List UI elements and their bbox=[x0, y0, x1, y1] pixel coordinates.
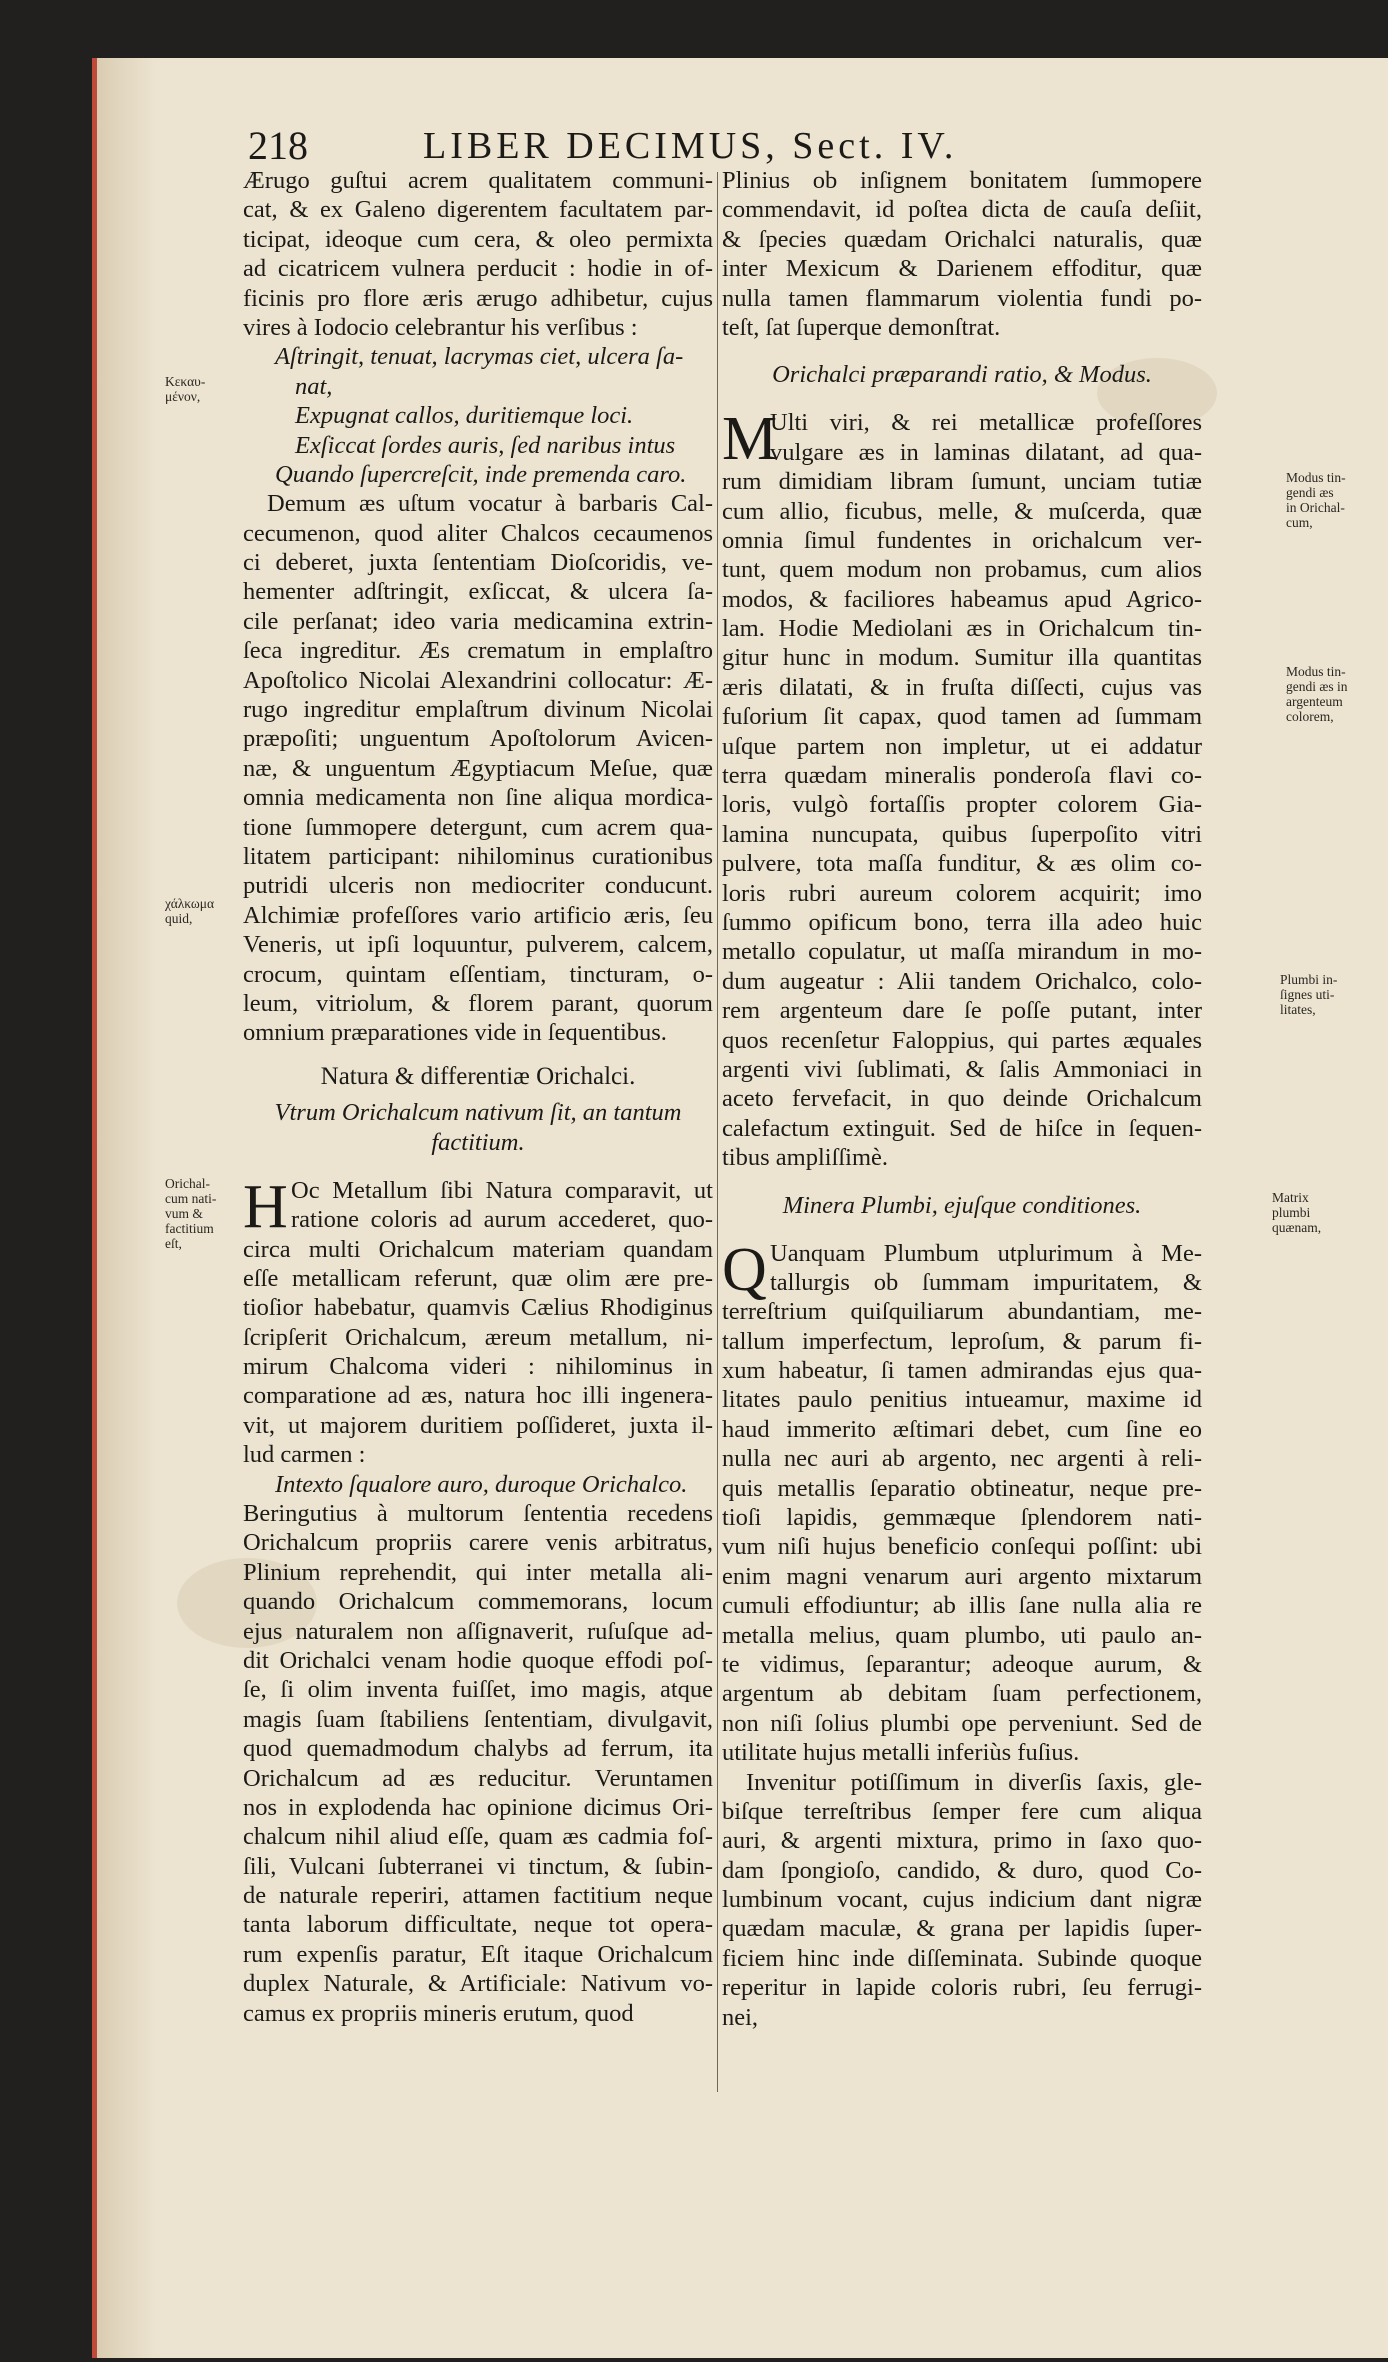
text-line: xum habeatur, ſi tamen admirandas ejus qua- bbox=[722, 1357, 1202, 1385]
text-line: auri, & argenti mixtura, primo in ſaxo quo- bbox=[722, 1827, 1202, 1855]
text-line: omnium præparationes vide in ſequentibus. bbox=[243, 1019, 667, 1047]
text-line: crocum, quintam eſſentiam, tincturam, o- bbox=[243, 960, 713, 988]
margin-note-line: cum, bbox=[1286, 515, 1313, 530]
spacer bbox=[722, 342, 1202, 360]
text-line: Ulti viri, & rei metallicæ profeſſores bbox=[770, 409, 1202, 437]
margin-note-line: vum & bbox=[165, 1206, 203, 1221]
text-line: ſeca ingreditur. Æs crematum in emplaſtro bbox=[243, 637, 713, 665]
text-line: dit Orichalci venam hodie quoque effodi poſ- bbox=[243, 1646, 713, 1674]
margin-note-line: Modus tin- bbox=[1286, 470, 1346, 485]
text-line: terreſtrium quiſquiliarum abundantiam, me- bbox=[722, 1298, 1202, 1326]
margin-note-line: litates, bbox=[1280, 1002, 1316, 1017]
text-line: eſſe metallicam referunt, quæ olim ære pre- bbox=[243, 1264, 713, 1292]
paragraph-quanquam bbox=[722, 1235, 1202, 1768]
verse-iodocius bbox=[243, 342, 713, 489]
text-line: æris dilatati, & in fruſta diſſecti, cujus vas bbox=[722, 673, 1202, 701]
text-line: Plinius ob inſignem bonitatem ſummopere bbox=[722, 167, 1202, 194]
text-line: teſt, ſat ſuperque demonſtrat. bbox=[722, 313, 1001, 341]
text-line: & ſpecies quædam Orichalci naturalis, quæ bbox=[722, 225, 1202, 253]
page-number: 218 bbox=[248, 123, 308, 168]
text-line: nulla tamen flammarum violentia fundi po- bbox=[722, 284, 1202, 312]
paragraph-aes-ustum bbox=[243, 489, 713, 1047]
text-line: tibus ampliſſimè. bbox=[722, 1144, 889, 1172]
text-line: Uanquam Plumbum utplurimum à Me- bbox=[770, 1239, 1202, 1267]
text-line: cat, & ex Galeno digerentem facultatem par- bbox=[243, 196, 713, 224]
text-line: ficiem hinc inde diſſeminata. Subinde quoque bbox=[722, 1944, 1202, 1972]
text-line: metallo copulatur, ut maſſa mirandum in mo- bbox=[722, 938, 1202, 966]
text-line: ſummo opificum bono, terra illa adeo huic bbox=[722, 908, 1202, 936]
text-line: magis ſuam ſtabiliens ſententiam, divulgavit, bbox=[243, 1705, 713, 1733]
text-line: commendavit, id poſtea dicta de cauſa deſiit, bbox=[722, 196, 1202, 224]
margin-note-line: Κεκαυ- bbox=[165, 374, 206, 389]
text-line: comparatione ad æs, natura hoc illi ingenera- bbox=[243, 1382, 713, 1410]
text-line: camus ex propriis mineris erutum, quod bbox=[243, 1999, 634, 2027]
text-line: dam ſpongioſo, candido, & duro, quod Co- bbox=[722, 1856, 1202, 1884]
drop-cap: Q bbox=[722, 1235, 767, 1304]
text-line: terra quædam mineralis ponderoſa flavi co- bbox=[722, 762, 1202, 790]
text-line: vum niſi hujus beneficio conſequi poſſint: ubi bbox=[722, 1533, 1202, 1561]
text-line: tioſior habebatur, quamvis Cælius Rhodiginus bbox=[243, 1294, 713, 1322]
margin-note-line: gendi æs in bbox=[1286, 679, 1348, 694]
text-line: lam. Hodie Mediolani æs in Orichalcum tin- bbox=[722, 615, 1202, 643]
text-line: Aſtringit, tenuat, lacrymas ciet, ulcera ſa- bbox=[275, 343, 684, 371]
margin-note-line: Modus tin- bbox=[1286, 664, 1346, 679]
paragraph-invenitur bbox=[722, 1768, 1202, 2033]
text-line: ſe, ſi olim inventa fuiſſet, imo magis, atque bbox=[243, 1676, 713, 1704]
text-line: rum expenſis paratur, Eſt itaque Orichalcum bbox=[243, 1940, 713, 1968]
text-line: quod quemadmodum chalybs ad ferrum, ita bbox=[243, 1735, 713, 1763]
text-line: modos, & faciliores habeamus apud Agrico- bbox=[722, 585, 1202, 613]
text-line: nat, bbox=[295, 372, 333, 400]
paragraph-aerugo bbox=[243, 166, 713, 342]
margin-note-line: factitium bbox=[165, 1221, 214, 1236]
margin-note-line: Plumbi in- bbox=[1280, 972, 1338, 987]
text-line: circa multi Orichalcum materiam quandam bbox=[243, 1235, 713, 1263]
text-line: quando Orichalcum commemorans, locum bbox=[243, 1588, 713, 1616]
text-line: tunt, quem modum non probamus, cum alios bbox=[722, 556, 1202, 584]
text-line: utilitate hujus metalli inferiùs fuſius. bbox=[722, 1739, 1080, 1767]
margin-note-line: plumbi bbox=[1272, 1205, 1311, 1220]
text-line: Demum æs uſtum vocatur à barbaris Cal- bbox=[267, 490, 713, 518]
column-divider bbox=[717, 172, 718, 2092]
text-line: cile perſanat; ideo varia medicamina extrin- bbox=[243, 607, 713, 635]
text-line: tioſi lapidis, gemmæque ſplendorem nati- bbox=[722, 1504, 1202, 1532]
text-line: lamina nuncupata, quibus ſuperpoſito vitri bbox=[722, 820, 1202, 848]
margin-note-line: Orichal- bbox=[165, 1176, 210, 1191]
text-line: ſcripſerit Orichalcum, æreum metallum, ni- bbox=[243, 1323, 713, 1351]
right-column bbox=[722, 166, 1202, 2032]
text-line: loris rubri aureum colorem acquirit; imo bbox=[722, 879, 1202, 907]
text-line: te vidimus, ſeparantur; adeoque aurum, & bbox=[722, 1650, 1202, 1678]
text-line: ci deberet, juxta ſententiam Dioſcoridis, ve- bbox=[243, 549, 713, 577]
spacer bbox=[722, 1173, 1202, 1191]
section-heading-praeparandi: Orichalci præparandi ratio, & Modus. bbox=[772, 361, 1152, 389]
section-subheading-line1: Vtrum Orichalcum nativum ſit, an tantum bbox=[274, 1098, 682, 1126]
text-line: Plinium reprehendit, qui inter metalla ali- bbox=[243, 1558, 713, 1586]
spacer bbox=[722, 1221, 1202, 1239]
text-line: Invenitur potiſſimum in diverſis ſaxis, gle- bbox=[746, 1768, 1202, 1796]
text-line: duplex Naturale, & Artificiale: Nativum vo- bbox=[243, 1970, 713, 1998]
text-line: omnia ſimul fundentes in orichalcum ver- bbox=[722, 526, 1202, 554]
margin-note-matrix-plumbi bbox=[1272, 1190, 1321, 1235]
text-line: Ærugo guſtui acrem qualitatem communi- bbox=[243, 167, 713, 194]
margin-note-line: ſignes uti- bbox=[1280, 987, 1335, 1002]
margin-note-line: cum nati- bbox=[165, 1191, 217, 1206]
margin-note-line: eſt, bbox=[165, 1236, 182, 1251]
margin-note-line: Matrix bbox=[1272, 1190, 1309, 1205]
section-subheading-line2: factitium. bbox=[431, 1128, 525, 1156]
text-line: hementer adſtringit, exſiccat, & ulcera ſa- bbox=[243, 578, 713, 606]
text-line: biſque terreſtribus ſemper fere cum aliqua bbox=[722, 1797, 1202, 1825]
text-line: vit, ut majorem duritiem poſſideret, juxta il- bbox=[243, 1411, 713, 1439]
text-line: næ, & unguentum Ægyptiacum Meſue, quæ bbox=[243, 754, 713, 782]
text-line: Alchimiæ profeſſores vario artificio æris, ſeu bbox=[243, 901, 713, 929]
text-line: ficinis pro flore æris ærugo adhibetur, cujus bbox=[243, 284, 713, 312]
spacer bbox=[243, 1158, 713, 1176]
margin-note-line: in Orichal- bbox=[1286, 500, 1345, 515]
text-line: vires à Iodocio celebrantur his verſibus : bbox=[243, 313, 638, 341]
text-line: enim magni venarum auri argento mixtarum bbox=[722, 1562, 1202, 1590]
text-line: omnia medicamenta non ſine aliqua mordica- bbox=[243, 784, 713, 812]
text-line: ratione coloris ad aurum accederet, quo- bbox=[291, 1206, 713, 1234]
text-line: rum dimidiam libram ſumunt, unciam tutiæ bbox=[722, 468, 1202, 496]
text-line: litatem participant: nihilominus curationibus bbox=[243, 842, 713, 870]
left-column bbox=[243, 166, 713, 2028]
text-line: nulla nec auri ab argento, nec argenti à reli- bbox=[722, 1445, 1202, 1473]
drop-cap: M bbox=[722, 405, 778, 474]
spacer bbox=[722, 390, 1202, 408]
text-line: tallurgis ob ſummam impuritatem, & bbox=[770, 1268, 1202, 1296]
paragraph-hoc-metallum bbox=[243, 1172, 713, 1470]
text-line: ſili, Vulcani ſubterranei vi tinctum, & ſubin- bbox=[243, 1852, 713, 1880]
paragraph-plinius bbox=[722, 166, 1202, 342]
text-line: gitur hunc in modum. Sumitur illa quantitas bbox=[722, 644, 1202, 672]
text-line: cumuli effodiuntur; ab illis ſane nulla alia re bbox=[722, 1592, 1202, 1620]
margin-note-line: quid, bbox=[165, 911, 193, 926]
text-line: ticipat, ideoque cum cera, & oleo permixta bbox=[243, 225, 713, 253]
text-line: tallum imperfectum, leproſum, & parum fi- bbox=[722, 1327, 1202, 1355]
text-line: rugo ingreditur emplaſtrum divinum Nicolai bbox=[243, 696, 713, 724]
margin-note-line: gendi æs bbox=[1286, 485, 1334, 500]
text-line: de naturale reperiri, attamen factitium neque bbox=[243, 1882, 713, 1910]
text-line: Beringutius à multorum ſententia recedens bbox=[243, 1500, 713, 1528]
text-line: Apoſtolico Nicolai Alexandrini collocatur: Æ- bbox=[243, 666, 713, 694]
text-line: Orichalcum ad æs reducitur. Veruntamen bbox=[243, 1764, 713, 1792]
text-line: præpoſiti; unguentum Apoſtolorum Avicen- bbox=[243, 725, 713, 753]
text-line: quos recenſetur Faloppius, qui partes æquales bbox=[722, 1026, 1202, 1054]
margin-note-kekaumenon bbox=[165, 374, 205, 404]
text-line: cum allio, ficubus, melle, & muſcerda, quæ bbox=[722, 497, 1202, 525]
text-line: leum, vitriolum, & florem parant, quorum bbox=[243, 989, 713, 1017]
text-line: Oc Metallum ſibi Natura comparavit, ut bbox=[291, 1176, 713, 1204]
text-line: cecumenon, quod aliter Chalcos cecaumenos bbox=[243, 519, 713, 547]
text-line: nos in explodenda hac opinione dicimus Ori- bbox=[243, 1793, 713, 1821]
text-line: quædam maculæ, & grana per lapidis ſuper- bbox=[722, 1915, 1202, 1943]
section-heading-minera-plumbi: Minera Plumbi, ejuſque conditiones. bbox=[782, 1191, 1142, 1219]
text-line: non niſi ſolius plumbi ope perveniunt. Sed de bbox=[722, 1709, 1202, 1737]
text-line: metalla melius, quam plumbo, uti paulo an- bbox=[722, 1621, 1202, 1649]
margin-note-plumbi-utilitates bbox=[1280, 972, 1337, 1017]
text-line: pulvere, tota maſſa funditur, & æs olim co- bbox=[722, 850, 1202, 878]
text-line: calefactum extinguit. Sed de hiſce in ſequen- bbox=[722, 1114, 1202, 1142]
text-line: inter Mexicum & Darienem effoditur, quæ bbox=[722, 255, 1202, 283]
running-title: LIBER DECIMUS, Sect. IV. bbox=[423, 125, 958, 167]
margin-note-line: μένον, bbox=[165, 389, 201, 404]
text-line: Expugnat callos, duritiemque loci. bbox=[295, 402, 634, 430]
text-line: uſque partem non impletur, ut ei addatur bbox=[722, 732, 1202, 760]
text-line: ad cicatricem vulnera perducit : hodie in of- bbox=[243, 255, 713, 283]
margin-note-line: argenteum bbox=[1286, 694, 1343, 709]
text-line: tanta laborum difficultate, neque tot opera- bbox=[243, 1911, 713, 1939]
margin-note-orichalcum-nativum bbox=[165, 1176, 216, 1251]
margin-note-line: colorem, bbox=[1286, 709, 1334, 724]
margin-note-line: quænam, bbox=[1272, 1220, 1322, 1235]
text-line: Veneris, ut ipſi loquuntur, pulverem, calcem, bbox=[243, 931, 713, 959]
margin-note-chalkoma bbox=[165, 896, 214, 926]
text-line: Orichalcum propriis carere venis arbitratus, bbox=[243, 1529, 713, 1557]
text-line: litates paulo penitius intueamur, maxime id bbox=[722, 1386, 1202, 1414]
text-line: ejus naturalem non aſſignaverit, ruſuſque ad- bbox=[243, 1617, 713, 1645]
text-line: Quando ſupercreſcit, inde premenda caro. bbox=[275, 460, 687, 488]
text-line: dum augeatur : Alii tandem Orichalco, colo- bbox=[722, 967, 1202, 995]
margin-note-modus-tingendi bbox=[1286, 470, 1346, 530]
text-line: argenti vivi ſublimati, & ſalis Ammoniaci in bbox=[722, 1055, 1202, 1083]
paragraph-beringutius bbox=[243, 1499, 713, 2028]
text-line: loris, vulgò fortaſſis propter colorem Gia- bbox=[722, 791, 1202, 819]
text-line: chalcum nihil aliud eſſe, quam æs cadmia foſ- bbox=[243, 1823, 713, 1851]
text-line: rem argenteum dare ſe poſſe putant, inter bbox=[722, 997, 1202, 1025]
text-line: lud carmen : bbox=[243, 1441, 366, 1469]
paragraph-multi-viri bbox=[722, 405, 1202, 1172]
text-line: Exſiccat ſordes auris, ſed naribus intus bbox=[295, 431, 676, 459]
text-line: lumbinum vocant, cujus indicium dant nigræ bbox=[722, 1886, 1202, 1914]
text-line: tione ſummopere detergunt, cum acrem qua- bbox=[243, 813, 713, 841]
margin-note-line: χάλκωμα bbox=[165, 896, 215, 911]
text-line: argentum ab debitam ſuam perfectionem, bbox=[722, 1680, 1202, 1708]
text-line: putridi ulceris non mediocriter conducunt. bbox=[243, 872, 713, 900]
text-line: aceto fervefacit, in quo deinde Orichalcum bbox=[722, 1085, 1202, 1113]
text-line: reperitur in lapide coloris rubri, ſeu ferrugi- bbox=[722, 1974, 1202, 2002]
text-line: haud immerito æſtimari debet, cum ſine eo bbox=[722, 1415, 1202, 1443]
drop-cap: H bbox=[243, 1172, 288, 1241]
verse-line: Intexto ſqualore auro, duroque Orichalco. bbox=[275, 1470, 688, 1498]
text-line: quis metallis ſeparatio obtineatur, neque pre- bbox=[722, 1474, 1202, 1502]
text-line: nei, bbox=[722, 2003, 759, 2031]
section-heading-natura: Natura & differentiæ Orichalci. bbox=[320, 1062, 636, 1090]
text-line: vulgare æs in laminas dilatant, ad qua- bbox=[770, 438, 1202, 466]
margin-note-modus-argenteum bbox=[1286, 664, 1348, 724]
text-line: fuſorium ſit capax, quod tamen ad ſummam bbox=[722, 703, 1202, 731]
text-line: mirum Chalcoma videri : nihilominus in bbox=[243, 1353, 713, 1381]
